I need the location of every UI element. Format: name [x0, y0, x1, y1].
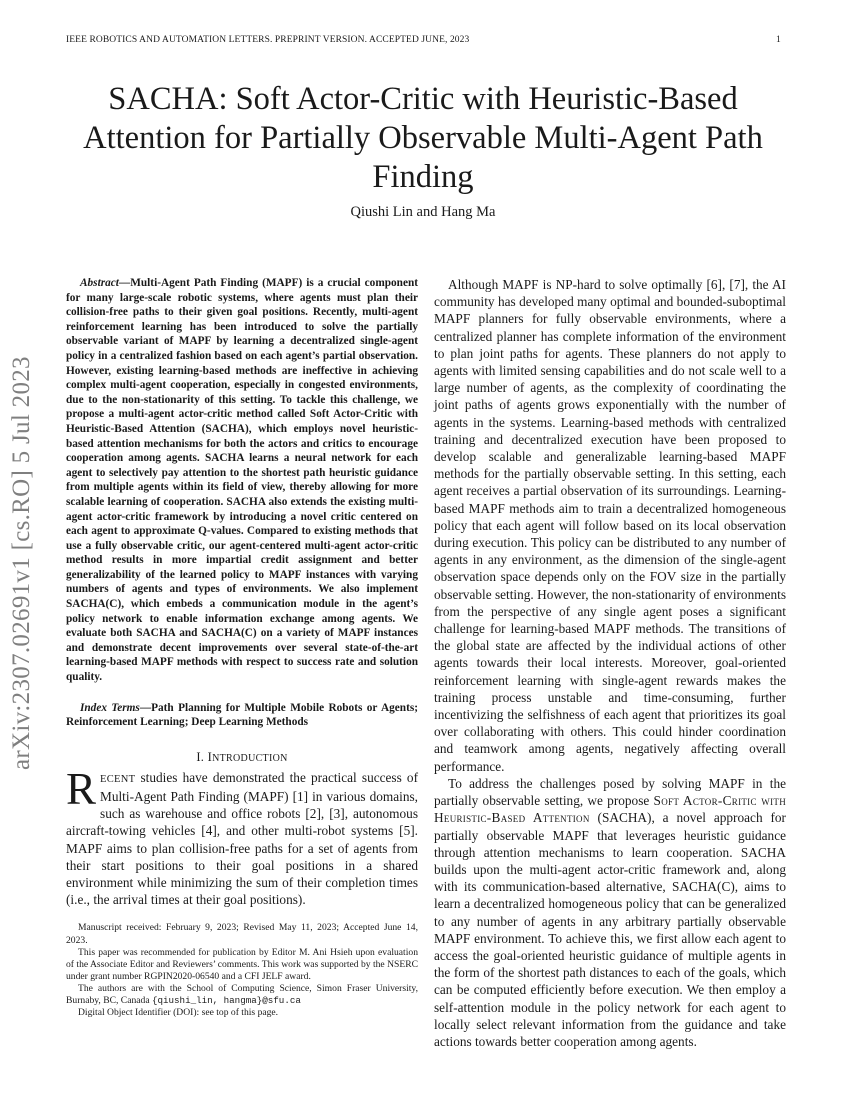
section-heading-introduction — [66, 750, 418, 765]
intro-paragraph — [66, 763, 418, 909]
affiliation-text: The authors are with the School of Computing Science, Simon Fraser University, Burnaby, BC, Canada — [66, 982, 418, 1006]
authors: Qiushi Lin and Hang Ma — [350, 204, 496, 220]
arxiv-stamp[interactable]: arXiv:2307.02691v1 [cs.RO] 5 Jul 2023 — [8, 356, 35, 770]
footnote-received: Manuscript received: February 9, 2023; Revised May 11, 2023; Accepted June 14, 2023. — [66, 922, 418, 946]
index-terms-text: —Path Planning for Multiple Mobile Robots or Agents; Reinforcement Learning; Deep Learning Methods — [66, 701, 418, 729]
abstract-text: —Multi-Agent Path Finding (MAPF) is a crucial component for many large-scale robotic systems, where agents must plan their collision-free paths to their given goal positions. Recently, multi-agent reinforcement learning has been introduced to solve the partially observable variant of MAPF by learning a decentralized single-agent policy in a centralized fashion based on each agent’s partial observation. However, existing learning-based methods are ineffective in achieving complex multi-agent cooperation, especially in congested environments, due to the non-stationarity of this setting. To tackle this challenge, we propose a multi-agent actor-critic method called Soft Actor-Critic with Heuristic-Based Attention (SACHA), which employs novel heuristic-based attention mechanisms for both the actors and critics to encourage cooperation among agents. SACHA learns a neural network for each agent to selectively pay attention to the shortest path heuristic guidance from multiple agents within its field of view, thereby allowing for more scalable learning of cooperation. SACHA also extends the existing multi-agent actor-critic framework by introducing a novel critic centered on each agent to approximate Q-values. Compared to existing methods that use a fully observable critic, our agent-centered multi-agent actor-critic method results in more impartial credit assignment and better generalizability of the learned policy to MAPF instances with varying numbers of agents and types of environments. We also implement SACHA(C), which embeds a communication module in the agent’s policy network to enable information exchange among agents. We evaluate both SACHA and SACHA(C) on a variety of MAPF instances and demonstrate decent improvements over several state-of-the-art learning-based MAPF methods with respect to success rate and solution quality. — [66, 277, 418, 684]
section-title-rest: NTRODUCTION — [212, 752, 288, 764]
right-paragraph-1: Although MAPF is NP-hard to solve optimally [6], [7], the AI community has developed many optimal and bounded-suboptimal MAPF planners for fully observable environments, where a centralized planner has complete information of the environment to plan joint paths for agents. These planners do not apply to agents with limited sensing capabilities and do not scale well to a large number of agents, as the complexity of coordinating the joint paths of agents grows exponentially with the number of agents in the systems. Learning-based methods with centralized training and decentralized execution have been proposed to develop scalable and generalizable learning-based MAPF methods for the partially observable setting. In this setting, each agent receives a partial observation of its surroundings. Learning-based MAPF methods aim to train a decentralized homogeneous policy that each agent will follow based on its local observation during execution. This policy can be distributed to any number of agents in any environment, as the dimension of the single-agent observation space depends only on the FOV size in the partially observable setting. However, the non-stationarity of environments from the perspective of any single agent poses a significant challenge for learning-based MAPF methods. The transitions of the global state are affected by the individual actions of other agents towards their local interests. Moreover, goal-oriented reinforcement learning with single-agent rewards makes the training process unstable and time-consuming, further incentivizing the selfishness of each agent that prioritizes its goal over collaborating with others. This could hinder coordination and teamwork among agents, negatively affecting overall performance. — [434, 277, 786, 774]
author-emails[interactable]: {qiushi_lin, hangma} — [151, 995, 263, 1006]
sacha-name: Soft Actor-Critic with Heuristic-Based Attention — [434, 793, 786, 826]
paper-title: SACHA: Soft Actor-Critic with Heuristic-Based Attention for Partially Observable Multi-Agent Path Finding — [83, 81, 763, 195]
page-number: 1 — [776, 35, 781, 45]
abstract — [66, 276, 418, 685]
paragraph2-rest: (SACHA), a novel approach for partially observable MAPF that leverages heuristic guidance through attention mechanisms to learn cooperation. SACHA builds upon the multi-agent actor-critic framework and, along with its communication-based alternative, SACHA(C), aims to learn a decentralized homogeneous policy that can be generalized to any number of agents in any arbitrary partially observable MAPF environment. To achieve this, we first allow each agent to access the goal-oriented heuristic guidance of multiple agents in the form of the shortest path distances to each of the goals, which can be computed efficiently before execution. We then employ a self-attention module in the policy network for each agent to locally select relevant information from the guidance and take actions towards better cooperation among agents. — [434, 810, 786, 1049]
section-numeral: I. — [196, 749, 205, 764]
index-terms-label: Index Terms — [80, 701, 140, 714]
dropcap: R — [66, 763, 97, 814]
paragraph2-start: To address the challenges posed by solving MAPF in the partially observable setting, we propose — [434, 775, 786, 809]
index-terms — [66, 701, 418, 730]
footnote-recommended: This paper was recommended for publication by Editor M. Ani Hsieh upon evaluation of the Associate Editor and Reviewers’ comments. This work was supported by the NSERC under grant number RGPIN2020-06540 and a CFI JELF award. — [66, 946, 418, 982]
section-title-initial: I — [207, 749, 213, 764]
footnote-doi: Digital Object Identifier (DOI): see top of this page. — [78, 1007, 279, 1019]
intro-text: studies have demonstrated the practical success of Multi-Agent Path Finding (MAPF) [1] in various domains, such as warehouse and office robots [2], [3], autonomous aircraft-towing vehicles [4], and other multi-robot systems [5]. MAPF aims to plan collision-free paths for a set of agents from their start positions to their goal positions in a shared environment while minimizing the sum of their completion times (i.e., the arrival times at their goal positions). — [66, 769, 418, 908]
running-head: IEEE ROBOTICS AND AUTOMATION LETTERS. PREPRINT VERSION. ACCEPTED JUNE, 2023 — [66, 35, 470, 45]
email-domain[interactable]: @sfu.ca — [262, 995, 301, 1006]
footnotes — [66, 922, 418, 1019]
left-column — [66, 276, 418, 1019]
abstract-label: Abstract — [80, 277, 119, 289]
right-paragraph-2 — [434, 775, 786, 1050]
right-column — [434, 276, 786, 1050]
dropcap-rest: ECENT — [100, 773, 136, 785]
footnote-affiliation — [66, 983, 418, 1007]
